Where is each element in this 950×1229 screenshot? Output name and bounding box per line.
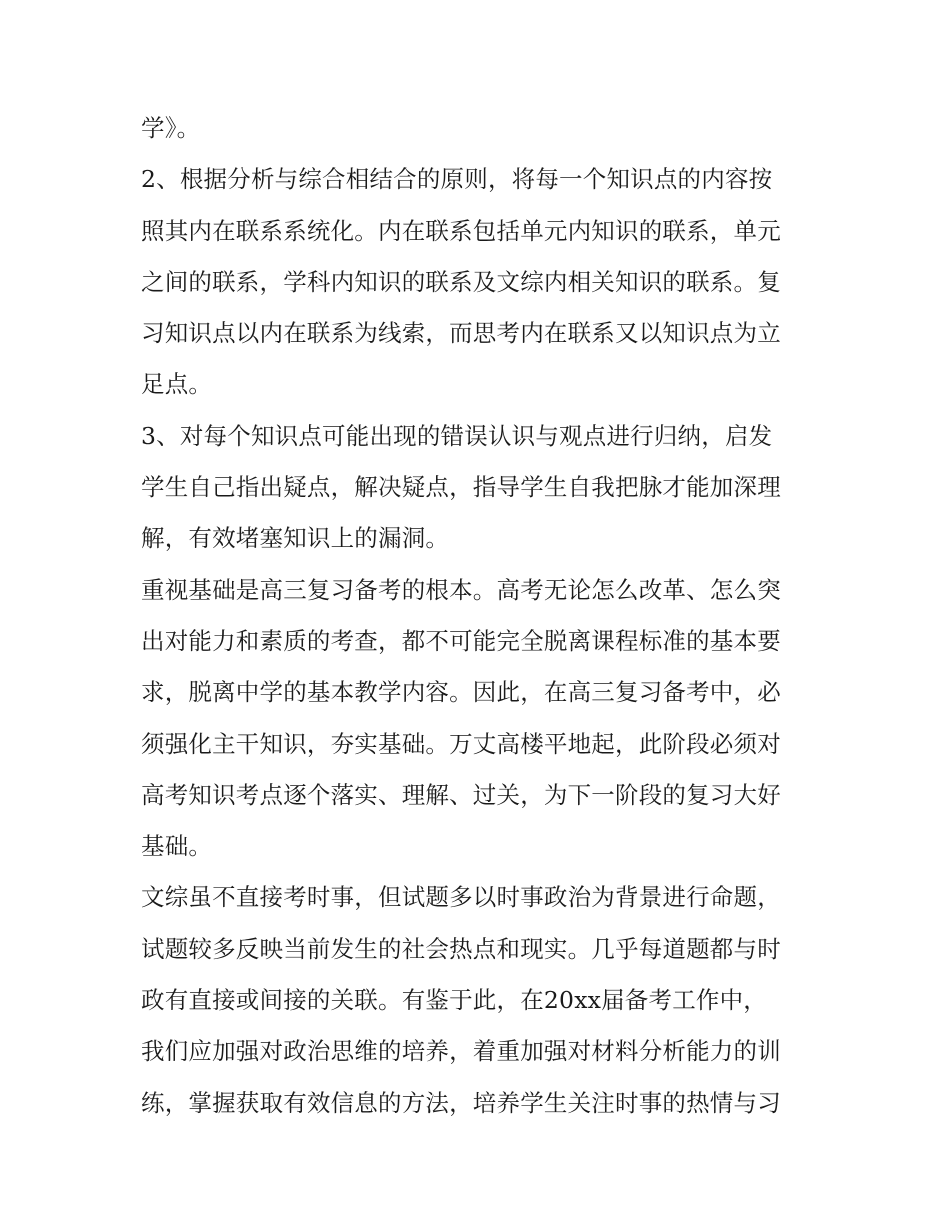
text-line: 之间的联系，学科内知识的联系及文综内相关知识的联系。复: [141, 267, 781, 296]
text-line: 习知识点以内在联系为线索，而思考内在联系又以知识点为立: [141, 319, 781, 348]
text-line: 重视基础是高三复习备考的根本。高考无论怎么改革、怎么突: [141, 575, 781, 604]
text-line: 练，掌握获取有效信息的方法，培养学生关注时事的热情与习: [141, 1088, 781, 1117]
text-line: 我们应加强对政治思维的培养，着重加强对材料分析能力的训: [141, 1037, 781, 1066]
document-body: [141, 103, 821, 1129]
text-line: 高考知识考点逐个落实、理解、过关，为下一阶段的复习大好: [141, 780, 781, 809]
text-line: 政有直接或间接的关联。有鉴于此，在20xx届备考工作中，: [141, 986, 768, 1015]
text-line: 解，有效堵塞知识上的漏洞。: [141, 524, 450, 553]
text-line: 照其内在联系系统化。内在联系包括单元内知识的联系，单元: [141, 216, 781, 245]
text-line: 学》。: [141, 114, 201, 142]
text-line: 求，脱离中学的基本教学内容。因此，在高三复习备考中，必: [141, 678, 781, 707]
text-line: 学生自己指出疑点，解决疑点，指导学生自我把脉才能加深理: [141, 473, 781, 502]
text-line: 试题较多反映当前发生的社会热点和现实。几乎每道题都与时: [141, 934, 781, 963]
text-line: 足点。: [141, 370, 213, 399]
text-line: 2、根据分析与综合相结合的原则，将每一个知识点的内容按: [141, 165, 773, 194]
text-line: 出对能力和素质的考查，都不可能完全脱离课程标准的基本要: [141, 626, 781, 655]
text-line: 文综虽不直接考时事，但试题多以时事政治为背景进行命题，: [141, 883, 781, 912]
text-line: 3、对每个知识点可能出现的错误认识与观点进行归纳，启发: [141, 421, 773, 450]
text-line: 须强化主干知识，夯实基础。万丈高楼平地起，此阶段必须对: [141, 729, 781, 758]
text-line: 基础。: [141, 832, 213, 861]
